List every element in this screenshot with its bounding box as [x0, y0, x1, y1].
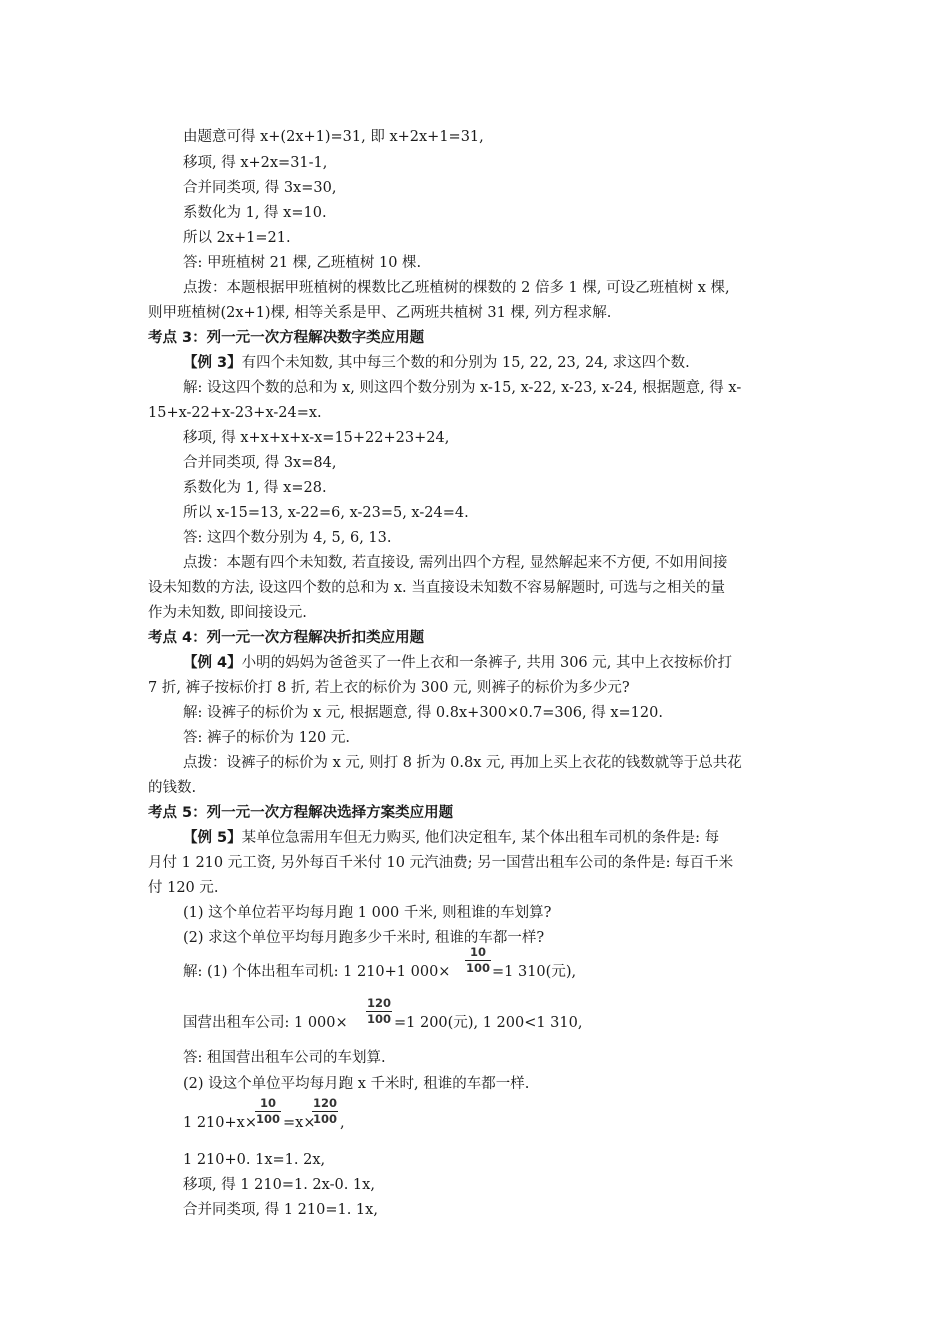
tip-line: 作为未知数, 即间接设元.: [148, 605, 307, 621]
equation-line: 移项, 得 1 210=1. 2x-0. 1x,: [183, 1177, 375, 1193]
example-line: [183, 828, 719, 848]
equation-text: 1 210+x×: [183, 1115, 257, 1131]
answer-line: 答: 租国营出租车公司的车划算.: [183, 1050, 386, 1066]
text-line: 移项, 得 x+2x=31-1,: [183, 155, 328, 171]
solution-text: 国营出租车公司: 1 000×: [183, 1015, 348, 1031]
example-label: 【例 5】: [183, 830, 242, 846]
tip-line: 点拨：本题根据甲班植树的棵数比乙班植树的棵数的 2 倍多 1 棵, 可设乙班植树 x 棵,: [183, 280, 730, 296]
tip-line: 点拨：设裤子的标价为 x 元, 则打 8 折为 0.8x 元, 再加上买上衣花的钱数就等于总共花: [183, 755, 742, 771]
fraction-numerator: 120: [313, 1096, 338, 1110]
fraction-120-100: [366, 997, 392, 1026]
text-line: 答: 甲班植树 21 棵, 乙班植树 10 棵.: [183, 255, 422, 271]
example-label: 【例 3】: [183, 355, 242, 371]
solution-text: =1 200(元), 1 200<1 310,: [394, 1015, 583, 1031]
example-line: 7 折, 裤子按标价打 8 折, 若上衣的标价为 300 元, 则裤子的标价为多少元?: [148, 680, 630, 696]
tip-line: 设未知数的方法, 设这四个数的总和为 x. 当直接设未知数不容易解题时, 可选与之相关的量: [148, 580, 725, 596]
fraction-numerator: 10: [260, 1096, 277, 1110]
fraction-denominator: 100: [367, 1012, 392, 1026]
equation-line: 合并同类项, 得 1 210=1. 1x,: [183, 1202, 378, 1218]
section-heading: 考点 3：列一元一次方程解决数字类应用题: [148, 330, 425, 346]
tip-line: 的钱数.: [148, 780, 197, 796]
solution-line: 解: 设这四个数的总和为 x, 则这四个数分别为 x-15, x-22, x-23, x-24, 根据题意, 得 x-: [183, 380, 742, 396]
solution-line: (2) 设这个单位平均每月跑 x 千米时, 租谁的车都一样.: [183, 1076, 530, 1092]
question-line: (1) 这个单位若平均每月跑 1 000 千米, 则租谁的车划算?: [183, 905, 552, 921]
solution-text: =1 310(元),: [492, 964, 577, 980]
fraction-denominator: 100: [466, 961, 491, 975]
fraction-numerator: 10: [470, 945, 487, 959]
example-line: 月付 1 210 元工资, 另外每百千米付 10 元汽油费; 另一国营出租车公司的条件是: 每百千米: [148, 855, 734, 871]
answer-line: 答: 这四个数分别为 4, 5, 6, 13.: [183, 530, 392, 546]
example-line: [183, 353, 690, 373]
fraction-numerator: 120: [367, 996, 392, 1010]
example-label: 【例 4】: [183, 655, 242, 671]
equation-text: ,: [340, 1115, 345, 1131]
equation-text: =x×: [283, 1115, 316, 1131]
example-text: 有四个未知数, 其中每三个数的和分别为 15, 22, 23, 24, 求这四个数.: [241, 355, 690, 371]
fraction-10-100: [465, 946, 491, 975]
solution-line: 解: 设裤子的标价为 x 元, 根据题意, 得 0.8x+300×0.7=306, 得 x=120.: [183, 705, 663, 721]
equation-line: 1 210+0. 1x=1. 2x,: [183, 1152, 326, 1168]
fraction-10-100: [255, 1097, 281, 1126]
example-line: 付 120 元.: [148, 880, 219, 896]
solution-line: 移项, 得 x+x+x+x-x=15+22+23+24,: [183, 430, 450, 446]
fraction-denominator: 100: [256, 1112, 281, 1126]
solution-line: 合并同类项, 得 3x=84,: [183, 455, 337, 471]
solution-line: 系数化为 1, 得 x=28.: [183, 480, 327, 496]
section-heading: 考点 4：列一元一次方程解决折扣类应用题: [148, 630, 425, 646]
example-line: [183, 653, 732, 673]
fraction-denominator: 100: [313, 1112, 338, 1126]
section-heading: 考点 5：列一元一次方程解决选择方案类应用题: [148, 805, 454, 821]
question-line: (2) 求这个单位平均每月跑多少千米时, 租谁的车都一样?: [183, 930, 545, 946]
answer-line: 答: 裤子的标价为 120 元.: [183, 730, 350, 746]
fraction-120-100: [312, 1097, 338, 1126]
solution-line: 15+x-22+x-23+x-24=x.: [148, 405, 322, 421]
text-line: 合并同类项, 得 3x=30,: [183, 180, 337, 196]
example-text: 小明的妈妈为爸爸买了一件上衣和一条裤子, 共用 306 元, 其中上衣按标价打: [241, 655, 732, 671]
example-text: 某单位急需用车但无力购买, 他们决定租车, 某个体出租车司机的条件是: 每: [241, 830, 720, 846]
solution-line: 所以 x-15=13, x-22=6, x-23=5, x-24=4.: [183, 505, 469, 521]
tip-line: 则甲班植树(2x+1)棵, 相等关系是甲、乙两班共植树 31 棵, 列方程求解.: [148, 305, 612, 321]
text-line: 所以 2x+1=21.: [183, 230, 291, 246]
tip-line: 点拨：本题有四个未知数, 若直接设, 需列出四个方程, 显然解起来不方便, 不如用间接: [183, 555, 728, 571]
text-line: 由题意可得 x+(2x+1)=31, 即 x+2x+1=31,: [183, 129, 484, 145]
solution-text: 解: (1) 个体出租车司机: 1 210+1 000×: [183, 964, 451, 980]
text-line: 系数化为 1, 得 x=10.: [183, 205, 327, 221]
